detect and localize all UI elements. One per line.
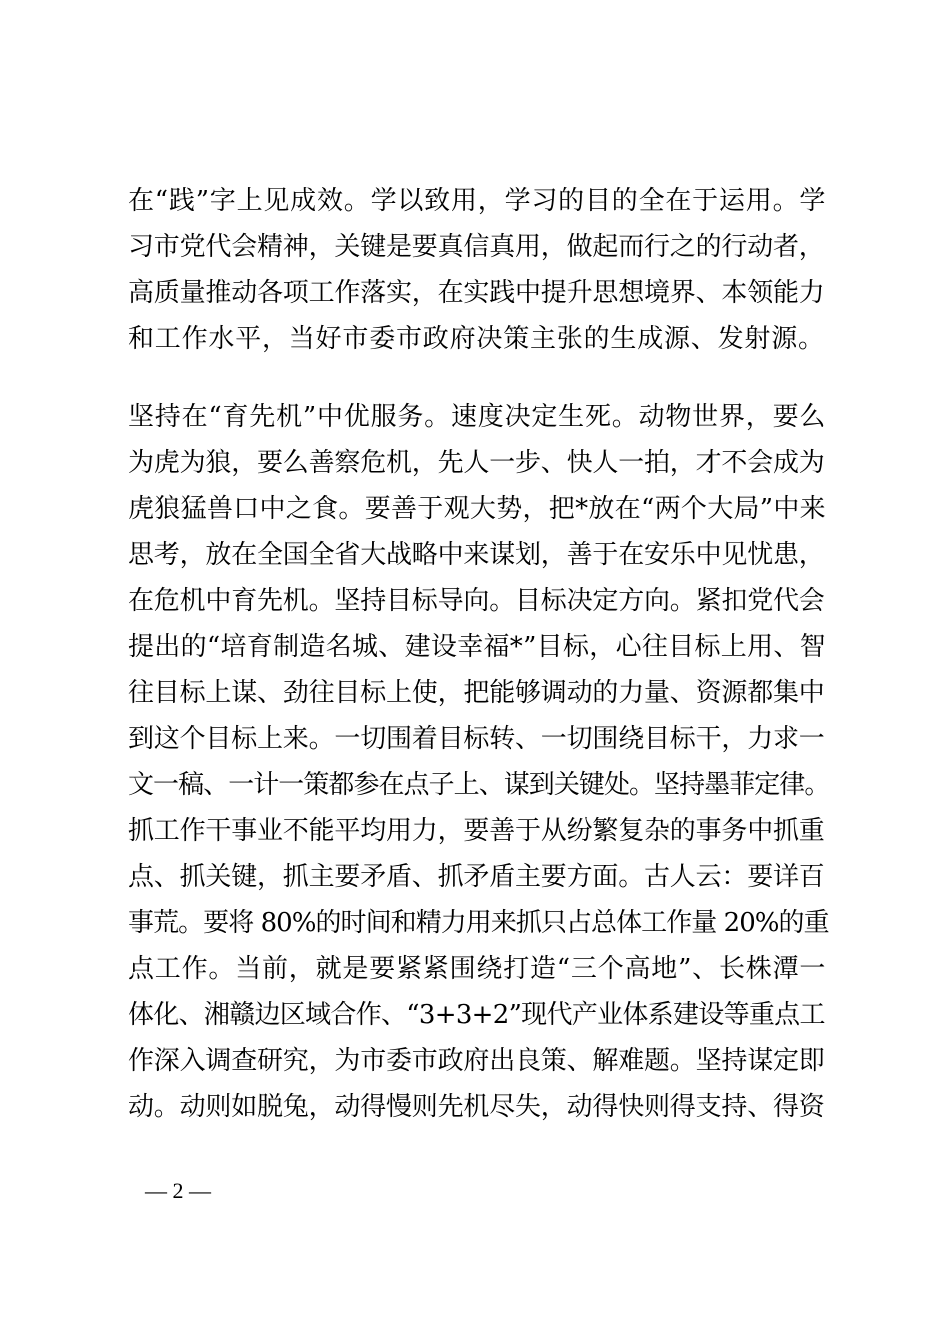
text-line: 习市党代会精神，关键是要真信真用，做起而行之的行动者，	[128, 232, 825, 262]
text-line: 动。动则如脱兔，动得慢则先机尽失，动得快则得支持、得资	[128, 1092, 825, 1122]
text-line: 思考，放在全国全省大战略中来谋划，善于在安乐中见忧患，	[128, 540, 825, 570]
text-line: 高质量推动各项工作落实，在实践中提升思想境界、本领能力	[128, 278, 825, 308]
text-line: 点工作。当前，就是要紧紧围绕打造“三个高地”、长株潭一	[128, 954, 827, 984]
text-line: 抓工作干事业不能平均用力，要善于从纷繁复杂的事务中抓重	[128, 816, 825, 846]
text-line: 体化、湘赣边区域合作、“3+3+2”现代产业体系建设等重点工	[128, 1000, 825, 1030]
text-line: 坚持在“育先机”中优服务。速度决定生死。动物世界，要么	[128, 402, 827, 432]
text-line: 在“践”字上见成效。学以致用，学习的目的全在于运用。学	[128, 186, 827, 216]
text-line: 和工作水平，当好市委市政府决策主张的生成源、发射源。	[128, 324, 825, 354]
text-line: 到这个目标上来。一切围着目标转、一切围绕目标干，力求一	[128, 724, 825, 754]
text-line: 在危机中育先机。坚持目标导向。目标决定方向。紧扣党代会	[128, 586, 825, 616]
page-number: — 2 —	[145, 1178, 211, 1203]
text-line: 提出的“培育制造名城、建设幸福*”目标，心往目标上用、智	[128, 632, 826, 662]
text-line: 虎狼猛兽口中之食。要善于观大势，把*放在“两个大局”中来	[128, 494, 826, 524]
text-line: 文一稿、一计一策都参在点子上、谋到关键处。坚持墨菲定律。	[128, 770, 830, 800]
text-line: 往目标上谋、劲往目标上使，把能够调动的力量、资源都集中	[128, 678, 825, 708]
text-line: 点、抓关键，抓主要矛盾、抓矛盾主要方面。古人云：要详百	[128, 862, 825, 892]
text-line: 作深入调查研究，为市委市政府出良策、解难题。坚持谋定即	[128, 1046, 825, 1076]
text-line: 事荒。要将 80%的时间和精力用来抓只占总体工作量 20%的重	[128, 908, 829, 938]
text-line: 为虎为狼，要么善察危机，先人一步、快人一拍，才不会成为	[128, 448, 825, 478]
